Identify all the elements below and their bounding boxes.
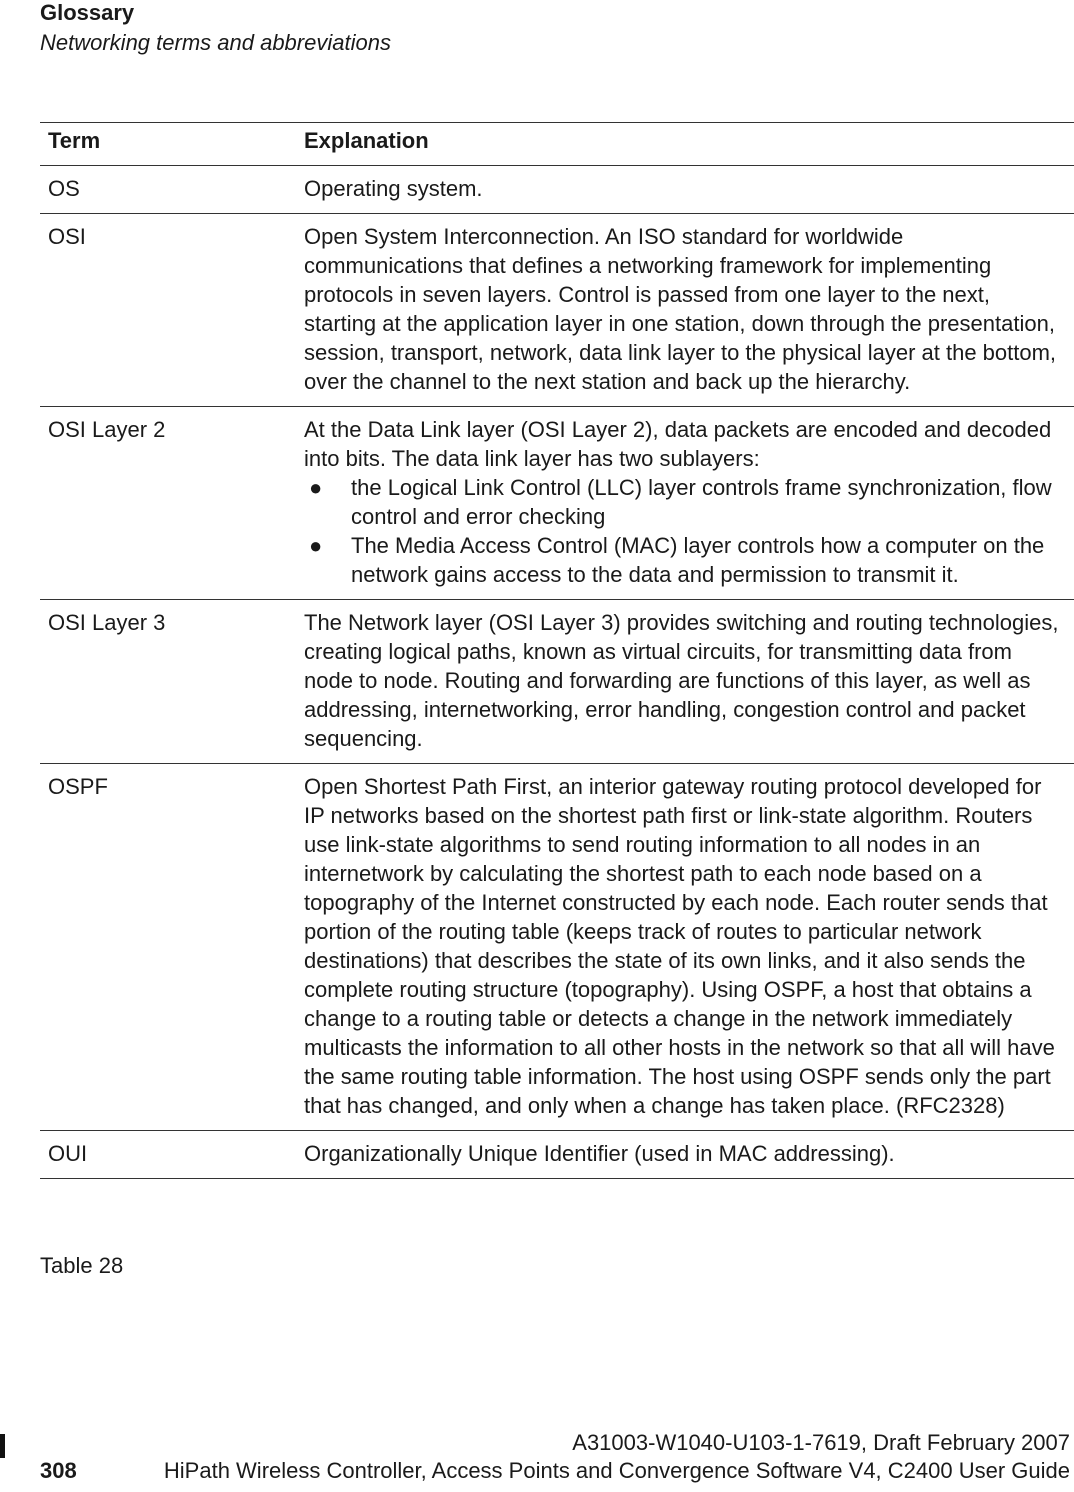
column-header-explanation: Explanation [304, 128, 429, 153]
term-cell: OSI [48, 224, 86, 249]
list-item-text: The Media Access Control (MAC) layer controls how a computer on the network gains access to the data and permission to transmit it. [351, 533, 1045, 587]
list-item-text: the Logical Link Control (LLC) layer controls frame synchronization, flow control and error checking [351, 475, 1052, 529]
page-header [40, 0, 391, 60]
table-row [40, 214, 1074, 407]
guide-title: HiPath Wireless Controller, Access Points and Convergence Software V4, C2400 User Guide [163, 1458, 1070, 1483]
table-row [40, 166, 1074, 214]
term-cell: OSI Layer 2 [48, 417, 166, 442]
term-cell: OSI Layer 3 [48, 610, 166, 635]
page-subtitle: Networking terms and abbreviations [40, 30, 391, 55]
list-item [304, 531, 1064, 589]
table-header-row [40, 123, 1074, 166]
table-row [40, 407, 1074, 600]
explanation-cell: The Network layer (OSI Layer 3) provides switching and routing technologies, creating logical paths, known as virtual circuits, for transmitting data from node to node. Routing and forwarding are functions of this layer, as well as addressing, internetworking, error handling, congestion control and packet sequencing. [304, 610, 1059, 751]
explanation-cell [304, 407, 1074, 599]
change-bar [0, 1434, 5, 1458]
glossary-table [40, 122, 1074, 1179]
table-row [40, 764, 1074, 1131]
column-header-term: Term [48, 128, 101, 153]
table-caption: Table 28 [40, 1253, 124, 1278]
page-number: 308 [40, 1458, 77, 1483]
explanation-cell: Open Shortest Path First, an interior gateway routing protocol developed for IP networks based on the shortest path first or link-state algorithm. Routers use link-state algorithms to send routing information to all nodes in an internetwork by calculating the shortest path to each node based on a topography of the Internet constructed by each node. Each router sends that portion of the routing table (keeps track of routes to particular network destinations) that describes the state of its own links, and it also sends the complete routing structure (topography). Using OSPF, a host that obtains a change to a routing table or detects a change in the network immediately multicasts the information to all other hosts in the network so that all will have the same routing table information. The host using OSPF sends only the part that has changed, and only when a change has taken place. (RFC2328) [304, 774, 1055, 1118]
page-title: Glossary [40, 0, 135, 25]
explanation-cell: Operating system. [304, 176, 483, 201]
table-row [40, 600, 1074, 764]
explanation-cell: Open System Interconnection. An ISO standard for worldwide communications that defines a networking framework for implementing protocols in seven layers. Control is passed from one layer to the next, starting at the application layer in one station, down through the presentation, session, transport, network, data link layer to the physical layer at the bottom, over the channel to the next station and back up the hierarchy. [304, 224, 1057, 394]
explanation-cell: Organizationally Unique Identifier (used in MAC addressing). [304, 1141, 895, 1166]
document-id: A31003-W1040-U103-1-7619, Draft February 2007 [572, 1430, 1070, 1455]
list-item [304, 473, 1064, 531]
term-cell: OUI [48, 1141, 88, 1166]
term-cell: OS [48, 176, 80, 201]
term-cell: OSPF [48, 774, 108, 799]
bullet-list [304, 473, 1064, 589]
explanation-text: At the Data Link layer (OSI Layer 2), data packets are encoded and decoded into bits. The data link layer has two sublayers: [304, 417, 1052, 471]
bullet-icon: ● [309, 533, 323, 558]
bullet-icon: ● [309, 475, 323, 500]
table-row [40, 1131, 1074, 1179]
